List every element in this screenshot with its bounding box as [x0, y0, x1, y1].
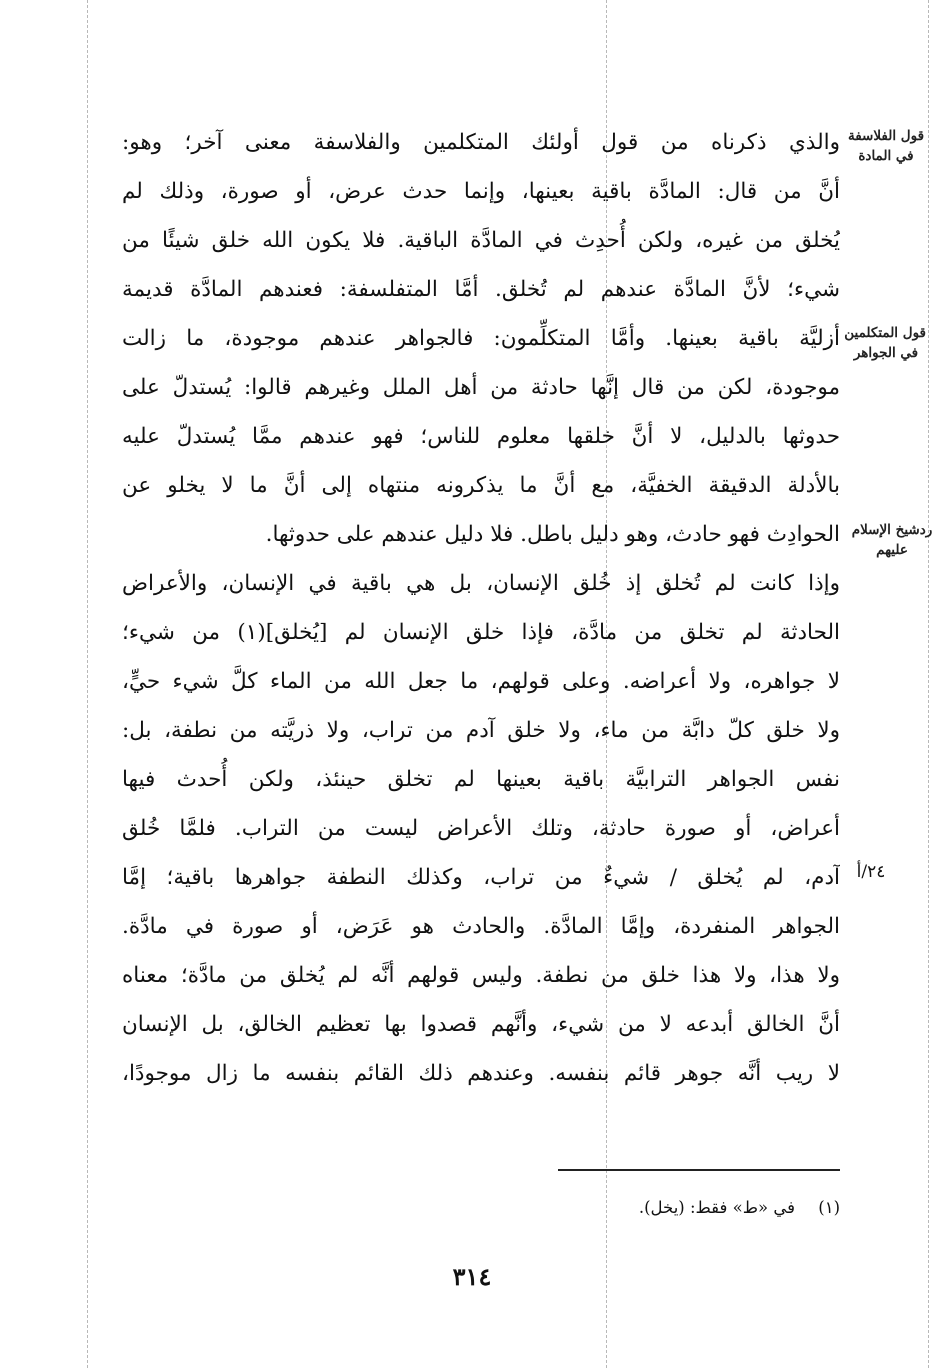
footnote-number: (١): [818, 1198, 840, 1217]
scan-guide-line: [87, 0, 88, 1368]
text-line: ولا هذا، ولا هذا خلق من نطفة. وليس قولهم أنَّه لم يُخلق من مادَّة؛ معناه: [122, 963, 840, 988]
margin-note-line: في المادة: [858, 148, 914, 164]
text-line: أعراض، أو صورة حادثة، وتلك الأعراض ليست من التراب. فلمَّا خُلق: [122, 816, 840, 841]
text-line: وإذا كانت لم تُخلق إذ خُلق الإنسان، بل هي باقية في الإنسان، والأعراض: [122, 571, 840, 596]
margin-note-line: ردشيخ الإسلام: [851, 522, 933, 538]
text-line: أنَّ الخالق أبدعه لا من شيء، وأنَّهم قصدوا بها تعظيم الخالق، بل الإنسان: [122, 1012, 840, 1037]
text-line: شيء؛ لأنَّ المادَّة عندهم لم تُخلق. أمَّا المتفلسفة: فعندهم المادَّة قديمة: [122, 277, 840, 302]
footnote-separator: [558, 1169, 840, 1171]
text-line: والذي ذكرناه من قول أولئك المتكلمين والفلاسفة معنى آخر؛ وهو:: [122, 130, 840, 155]
scan-guide-line: [928, 0, 929, 1368]
margin-note-line: عليهم: [876, 542, 908, 558]
text-line: يُخلق من غيره، ولكن أُحدِث في المادَّة الباقية. فلا يكون الله خلق شيئًا من: [122, 228, 840, 253]
text-line: أنَّ من قال: المادَّة باقية بعينها، وإنما حدث عرض، أو صورة، وذلك لم: [122, 179, 840, 204]
text-line: لا جواهره، ولا أعراضه. وعلى قولهم، ما جعل الله من الماء كلَّ شيء حيٍّ،: [122, 669, 840, 694]
footnote: [400, 1195, 840, 1221]
manuscript-folio-reference: ٢٤/أ: [856, 862, 886, 882]
page-number: ٣١٤: [452, 1262, 492, 1291]
main-text-block: [122, 118, 840, 1098]
text-line: الجواهر المنفردة، وإمَّا المادَّة. والحادث هو عَرَض، أو صورة في مادَّة.: [122, 914, 840, 939]
footnote-text: في «ط» فقط: (يخل).: [638, 1198, 795, 1217]
text-line: الحوادِث فهو حادث، وهو دليل باطل. فلا دليل عندهم على حدوثها.: [265, 522, 840, 547]
text-line: لا ريب أنَّه جوهر قائم بنفسه. وعندهم ذلك القائم بنفسه ما زال موجودًا،: [122, 1061, 840, 1086]
text-line: الحادثة لم تخلق من مادَّة، فإذا خلق الإنسان لم [يُخلق](١) من شيء؛: [122, 620, 840, 645]
text-line: حدوثها بالدليل، لا أنَّ خلقها معلوم للناس؛ فهو عندهم ممَّا يُستدلّ عليه: [122, 424, 840, 449]
text-line: نفس الجواهر الترابيَّة باقية بعينها لم تخلق حينئذ، ولكن أُحدث فيها: [122, 767, 840, 792]
text-line: موجودة، لكن من قال إنَّها حادثة من أهل الملل وغيرهم قالوا: يُستدلّ على: [122, 375, 840, 400]
text-line: بالأدلة الدقيقة الخفيَّة، مع أنَّ ما يذكرونه منتهاه إلى أنَّ ما لا يخلو عن: [122, 473, 840, 498]
text-line: آدم، لم يُخلق / شيءٌ من تراب، وكذلك النطفة جواهرها باقية؛ إمَّا: [122, 865, 840, 890]
margin-note-philosophers: [846, 126, 926, 166]
text-line: أزليَّة باقية بعينها. وأمَّا المتكلِّمون: فالجواهر عندهم موجودة، ما زالت: [122, 326, 840, 351]
margin-note-refutation: [846, 520, 938, 560]
margin-note-theologians: [846, 323, 926, 363]
margin-note-line: قول المتكلمين: [844, 325, 926, 341]
text-line: ولا خلق كلّ دابَّة من ماء، ولا خلق آدم من تراب، ولا ذريَّته من نطفة، بل:: [122, 718, 840, 743]
margin-note-line: قول الفلاسفة: [847, 128, 925, 144]
margin-note-line: في الجواهر: [853, 345, 919, 361]
